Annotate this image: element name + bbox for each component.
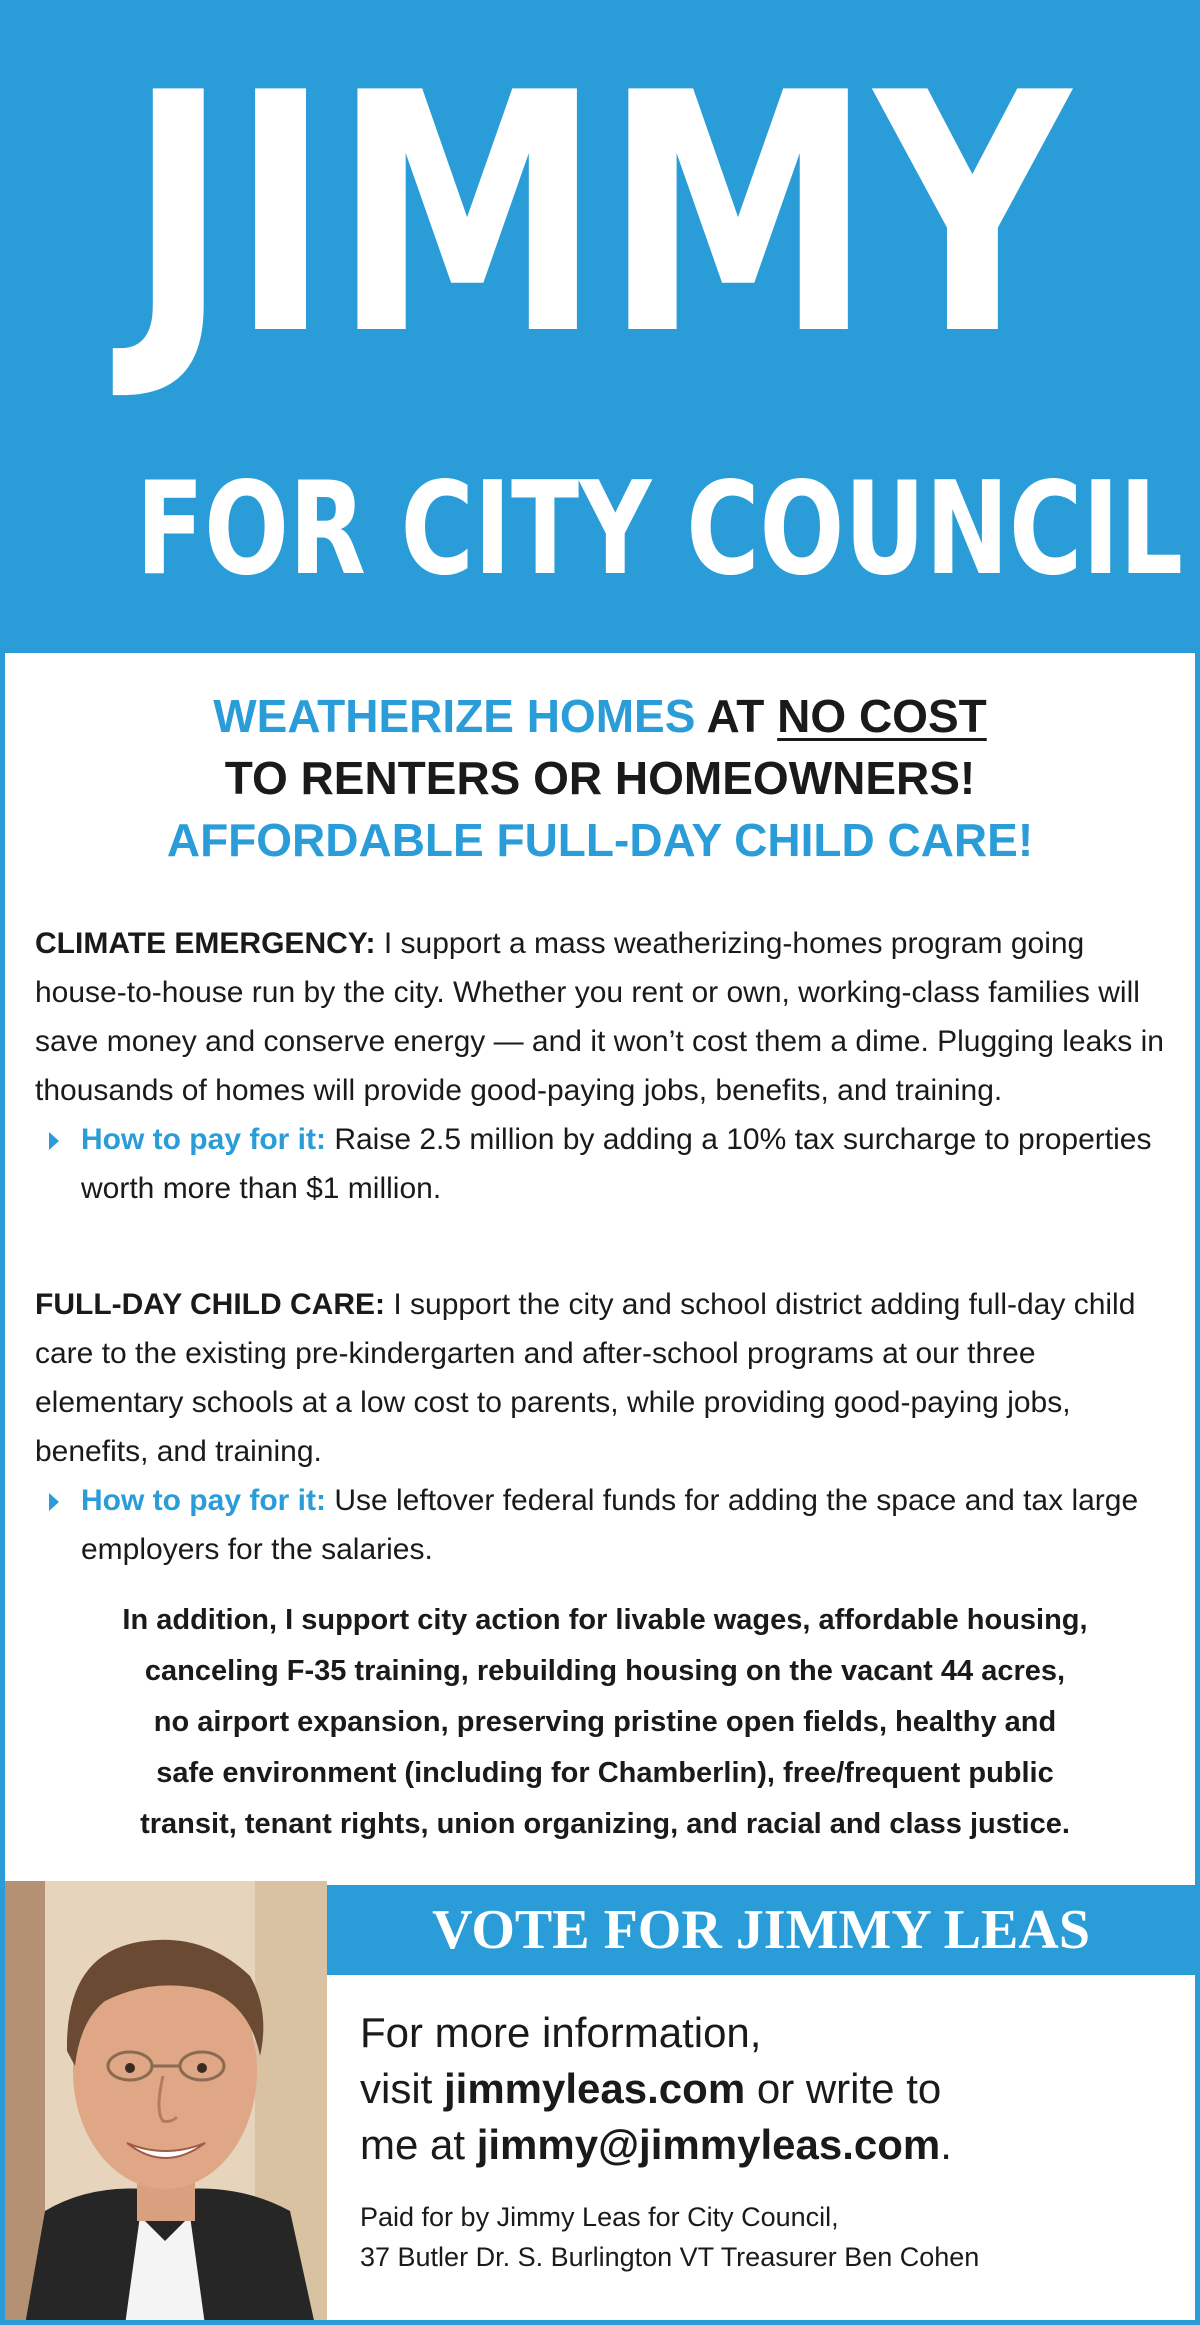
paid-line-2: 37 Butler Dr. S. Burlington VT Treasurer Ben Cohen: [360, 2242, 980, 2272]
addition-line-5: transit, tenant rights, union organizing, and racial and class justice.: [140, 1808, 1070, 1840]
childcare-section: [35, 1280, 1175, 1574]
addition-line-1: In addition, I support city action for livable wages, affordable housing,: [122, 1604, 1088, 1636]
headline-2: TO RENTERS OR HOMEOWNERS!: [224, 752, 976, 804]
triangle-bullet-icon: [49, 1132, 59, 1150]
childcare-pay-label: How to pay for it:: [81, 1484, 326, 1517]
vote-banner: VOTE FOR JIMMY LEAS: [327, 1885, 1195, 1975]
childcare-pay: [35, 1476, 1175, 1574]
headline-at: AT: [706, 690, 765, 742]
info-visit: visit: [360, 2065, 444, 2112]
headline-1: [5, 685, 1195, 747]
headline-weatherize: WEATHERIZE HOMES: [213, 690, 696, 742]
website-link[interactable]: jimmyleas.com: [444, 2065, 746, 2112]
paid-line-1: Paid for by Jimmy Leas for City Council,: [360, 2202, 839, 2232]
candidate-name: JIMMY: [127, 23, 1073, 407]
info-line-2: [360, 2061, 1180, 2117]
office-title: FOR CITY COUNCIL: [135, 455, 1184, 604]
climate-lead: CLIMATE EMERGENCY:: [35, 927, 376, 960]
childcare-text: I support the city and school district adding full-day child care to the existing pre-kindergarten and after-school programs at our three elementary schools at a low cost to parents, while providing good-paying jobs, benefits, and training.: [35, 1288, 1136, 1468]
addition-line-3: no airport expansion, preserving pristine open fields, healthy and: [153, 1706, 1057, 1738]
climate-text: I support a mass weatherizing-homes program going house-to-house run by the city. Whether you rent or own, working-class families will save money and conserve energy — and it won’t cost them a dime. Plugging leaks in thousands of homes will provide good-paying jobs, benefits, and training.: [35, 927, 1164, 1107]
addition-line-2: canceling F-35 training, rebuilding housing on the vacant 44 acres,: [144, 1655, 1066, 1687]
info-me: me at: [360, 2121, 477, 2168]
header-banner: [5, 5, 1195, 653]
childcare-paragraph: [35, 1280, 1175, 1476]
contact-info: [360, 2005, 1180, 2173]
email-link[interactable]: jimmy@jimmyleas.com: [476, 2121, 941, 2168]
addition-paragraph: [35, 1595, 1175, 1850]
triangle-bullet-icon: [49, 1493, 59, 1511]
climate-pay-text: Raise 2.5 million by adding a 10% tax surcharge to properties worth more than $1 million.: [81, 1123, 1152, 1205]
candidate-photo: [5, 1881, 327, 2325]
climate-pay: [35, 1115, 1175, 1213]
headline-3: AFFORDABLE FULL-DAY CHILD CARE!: [166, 814, 1034, 866]
candidate-portrait-icon: [5, 1881, 327, 2325]
headlines: [5, 685, 1195, 871]
climate-section: [35, 919, 1175, 1213]
childcare-lead: FULL-DAY CHILD CARE:: [35, 1288, 385, 1321]
addition-line-4: safe environment (including for Chamberlin), free/frequent public: [156, 1757, 1054, 1789]
climate-pay-label: How to pay for it:: [81, 1123, 326, 1156]
headline-no-cost: NO COST: [777, 690, 987, 742]
childcare-pay-text: Use leftover federal funds for adding the space and tax large employers for the salaries.: [81, 1484, 1139, 1566]
info-line-3: [360, 2117, 1180, 2173]
info-or: or write to: [745, 2065, 942, 2112]
climate-paragraph: [35, 919, 1175, 1115]
info-line-1: For more information,: [360, 2009, 762, 2056]
info-period: .: [940, 2121, 952, 2168]
paid-for-disclaimer: [360, 2197, 1180, 2277]
